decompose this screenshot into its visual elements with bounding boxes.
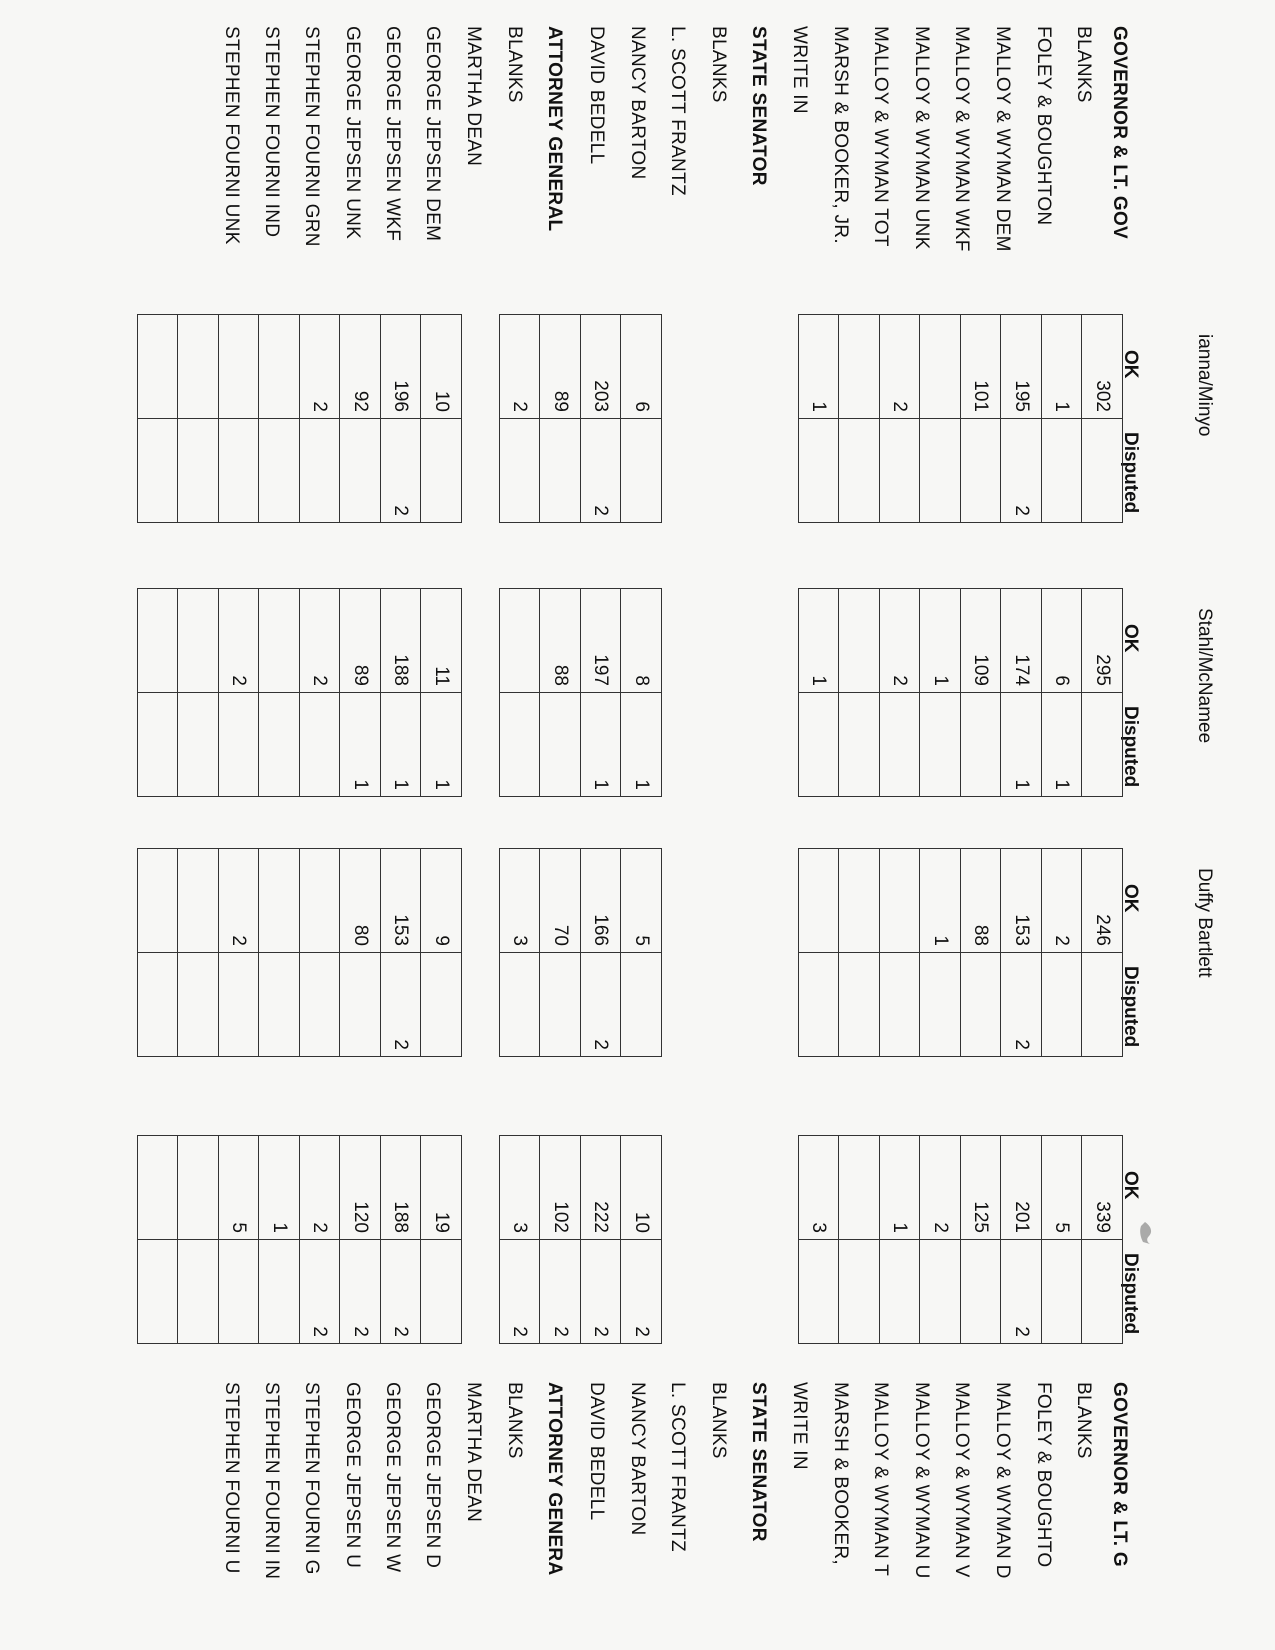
- row-label-right: GOVERNOR & LT. G: [1109, 1382, 1130, 1567]
- ok-count-cell: [178, 1135, 220, 1240]
- disputed-count-cell: 2: [621, 1239, 663, 1344]
- disputed-count-cell: [920, 1239, 962, 1344]
- disputed-count-cell: [879, 418, 921, 523]
- ok-count-cell: 92: [340, 314, 382, 419]
- disputed-count-cell: [259, 418, 301, 523]
- disputed-count-cell: [218, 952, 260, 1057]
- disputed-count-cell: [259, 692, 301, 797]
- row-label-right: BLANKS: [708, 1382, 729, 1459]
- ok-count-cell: [839, 314, 881, 419]
- ok-count-cell: 11: [421, 588, 463, 693]
- ok-count-cell: [798, 848, 840, 953]
- ok-count-cell: 80: [340, 848, 382, 953]
- ok-count-cell: 222: [580, 1135, 622, 1240]
- ok-count-cell: 2: [299, 588, 341, 693]
- ok-count-cell: [839, 1135, 881, 1240]
- ok-count-cell: 10: [621, 1135, 663, 1240]
- ok-count-cell: [259, 314, 301, 419]
- row-label-right: L. SCOTT FRANTZ: [667, 1382, 688, 1552]
- ok-count-cell: 109: [960, 588, 1002, 693]
- ok-count-cell: 19: [421, 1135, 463, 1240]
- row-label-right: FOLEY & BOUGHTO: [1033, 1382, 1054, 1568]
- disputed-count-cell: [1041, 1239, 1083, 1344]
- disputed-count-cell: [540, 418, 582, 523]
- row-label-left: MALLOY & WYMAN WKF: [951, 26, 972, 252]
- row-label-right: STEPHEN FOURNI IN: [261, 1382, 282, 1580]
- ok-count-cell: 89: [340, 588, 382, 693]
- disputed-count-cell: [299, 692, 341, 797]
- disputed-count-cell: 1: [580, 692, 622, 797]
- ok-count-cell: 1: [879, 1135, 921, 1240]
- disputed-count-cell: 1: [380, 692, 422, 797]
- disputed-column-header: Disputed: [1120, 966, 1141, 1048]
- disputed-count-cell: [178, 418, 220, 523]
- ok-count-cell: 125: [960, 1135, 1002, 1240]
- team-name: Duffy Bartlett: [1194, 868, 1215, 978]
- ok-count-cell: [178, 588, 220, 693]
- row-label-left: L. SCOTT FRANTZ: [667, 26, 688, 196]
- ok-count-cell: 3: [798, 1135, 840, 1240]
- ok-count-cell: 166: [580, 848, 622, 953]
- row-label-left: STEPHEN FOURNI GRN: [301, 26, 322, 247]
- ok-count-cell: [137, 1135, 179, 1240]
- disputed-count-cell: [218, 418, 260, 523]
- disputed-count-cell: [178, 1239, 220, 1344]
- disputed-count-cell: [839, 1239, 881, 1344]
- ok-count-cell: 9: [421, 848, 463, 953]
- row-label-right: STEPHEN FOURNI U: [221, 1382, 242, 1574]
- row-label-left: MARSH & BOOKER, JR.: [830, 26, 851, 244]
- disputed-count-cell: [299, 418, 341, 523]
- disputed-count-cell: [421, 952, 463, 1057]
- ink-mark-icon: [1137, 1220, 1155, 1246]
- disputed-count-cell: 2: [340, 1239, 382, 1344]
- disputed-count-cell: [499, 418, 541, 523]
- disputed-count-cell: [839, 418, 881, 523]
- ok-count-cell: [178, 314, 220, 419]
- ok-count-cell: 174: [1001, 588, 1043, 693]
- disputed-count-cell: 2: [499, 1239, 541, 1344]
- ok-column-header: OK: [1120, 350, 1141, 379]
- ok-count-cell: 5: [621, 848, 663, 953]
- disputed-count-cell: [1041, 952, 1083, 1057]
- disputed-count-cell: 1: [421, 692, 463, 797]
- ok-count-cell: 302: [1082, 314, 1124, 419]
- disputed-count-cell: [621, 952, 663, 1057]
- row-label-left: MARTHA DEAN: [463, 26, 484, 167]
- disputed-column-header: Disputed: [1120, 706, 1141, 788]
- ok-count-cell: 2: [299, 314, 341, 419]
- ok-count-cell: [299, 848, 341, 953]
- disputed-count-cell: [1041, 418, 1083, 523]
- disputed-count-cell: 2: [380, 1239, 422, 1344]
- ok-count-cell: 1: [1041, 314, 1083, 419]
- row-label-left: BLANKS: [1073, 26, 1094, 103]
- ok-count-cell: 188: [380, 588, 422, 693]
- ok-column-header: OK: [1120, 624, 1141, 653]
- ok-count-cell: 120: [340, 1135, 382, 1240]
- ok-count-cell: 195: [1001, 314, 1043, 419]
- ok-count-cell: 2: [299, 1135, 341, 1240]
- disputed-count-cell: 2: [380, 952, 422, 1057]
- ok-count-cell: 153: [380, 848, 422, 953]
- ok-count-cell: [920, 314, 962, 419]
- row-label-right: NANCY BARTON: [627, 1382, 648, 1536]
- disputed-count-cell: 2: [380, 418, 422, 523]
- row-label-left: MALLOY & WYMAN TOT: [870, 26, 891, 247]
- disputed-count-cell: [259, 1239, 301, 1344]
- disputed-count-cell: [920, 418, 962, 523]
- team-name: ianna/Minyo: [1194, 334, 1215, 437]
- disputed-count-cell: [1082, 418, 1124, 523]
- ok-count-cell: [259, 848, 301, 953]
- row-label-right: DAVID BEDELL: [586, 1382, 607, 1521]
- ok-count-cell: 88: [960, 848, 1002, 953]
- team-name: Stahl/McNamee: [1194, 608, 1215, 744]
- row-label-right: MALLOY & WYMAN V: [951, 1382, 972, 1578]
- row-label-right: MALLOY & WYMAN U: [911, 1382, 932, 1579]
- disputed-count-cell: 2: [1001, 952, 1043, 1057]
- disputed-count-cell: [960, 952, 1002, 1057]
- disputed-count-cell: [621, 418, 663, 523]
- disputed-count-cell: [421, 418, 463, 523]
- disputed-count-cell: [920, 952, 962, 1057]
- ok-count-cell: 102: [540, 1135, 582, 1240]
- disputed-count-cell: [920, 692, 962, 797]
- disputed-count-cell: [798, 418, 840, 523]
- disputed-count-cell: [960, 692, 1002, 797]
- disputed-column-header: Disputed: [1120, 432, 1141, 514]
- disputed-count-cell: [259, 952, 301, 1057]
- ok-count-cell: 3: [499, 848, 541, 953]
- disputed-count-cell: [137, 1239, 179, 1344]
- disputed-count-cell: [960, 1239, 1002, 1344]
- ok-count-cell: 2: [218, 588, 260, 693]
- row-label-left: ATTORNEY GENERAL: [544, 26, 565, 232]
- disputed-count-cell: [798, 952, 840, 1057]
- disputed-count-cell: [1082, 692, 1124, 797]
- row-label-left: STEPHEN FOURNI IND: [261, 26, 282, 238]
- disputed-count-cell: 2: [580, 1239, 622, 1344]
- ok-count-cell: [879, 848, 921, 953]
- ok-count-cell: 1: [798, 314, 840, 419]
- disputed-count-cell: [218, 692, 260, 797]
- ok-count-cell: [218, 314, 260, 419]
- row-label-left: GEORGE JEPSEN WKF: [382, 26, 403, 242]
- disputed-count-cell: [540, 692, 582, 797]
- disputed-count-cell: 2: [540, 1239, 582, 1344]
- ok-count-cell: 2: [499, 314, 541, 419]
- row-label-left: MALLOY & WYMAN UNK: [911, 26, 932, 250]
- disputed-count-cell: [879, 1239, 921, 1344]
- disputed-count-cell: [340, 418, 382, 523]
- disputed-count-cell: [879, 692, 921, 797]
- row-label-left: GEORGE JEPSEN DEM: [422, 26, 443, 242]
- row-label-right: BLANKS: [1073, 1382, 1094, 1459]
- ok-count-cell: [178, 848, 220, 953]
- disputed-count-cell: [798, 1239, 840, 1344]
- ok-count-cell: 8: [621, 588, 663, 693]
- ok-count-cell: 196: [380, 314, 422, 419]
- row-label-left: MALLOY & WYMAN DEM: [992, 26, 1013, 252]
- ok-count-cell: [137, 314, 179, 419]
- row-label-left: DAVID BEDELL: [586, 26, 607, 165]
- ok-count-cell: [137, 588, 179, 693]
- ok-count-cell: 88: [540, 588, 582, 693]
- disputed-column-header: Disputed: [1120, 1253, 1141, 1335]
- row-label-right: ATTORNEY GENERA: [544, 1382, 565, 1576]
- disputed-count-cell: [960, 418, 1002, 523]
- row-label-left: BLANKS: [708, 26, 729, 103]
- row-label-left: STEPHEN FOURNI UNK: [221, 26, 242, 245]
- disputed-count-cell: [340, 952, 382, 1057]
- ok-count-cell: 339: [1082, 1135, 1124, 1240]
- disputed-count-cell: [137, 692, 179, 797]
- row-label-left: WRITE IN: [789, 26, 810, 114]
- row-label-right: MARSH & BOOKER,: [830, 1382, 851, 1565]
- ok-count-cell: 246: [1082, 848, 1124, 953]
- row-label-right: STEPHEN FOURNI G: [301, 1382, 322, 1575]
- ok-count-cell: [259, 588, 301, 693]
- disputed-count-cell: 2: [299, 1239, 341, 1344]
- disputed-count-cell: [499, 952, 541, 1057]
- ok-count-cell: 2: [920, 1135, 962, 1240]
- disputed-count-cell: [421, 1239, 463, 1344]
- ok-count-cell: 1: [259, 1135, 301, 1240]
- disputed-count-cell: [178, 692, 220, 797]
- row-label-right: WRITE IN: [789, 1382, 810, 1470]
- ok-count-cell: 101: [960, 314, 1002, 419]
- ok-count-cell: 10: [421, 314, 463, 419]
- row-label-left: GOVERNOR & LT. GOV: [1109, 26, 1130, 240]
- row-label-right: GEORGE JEPSEN D: [422, 1382, 443, 1569]
- ok-count-cell: 201: [1001, 1135, 1043, 1240]
- disputed-count-cell: 1: [621, 692, 663, 797]
- ok-count-cell: 2: [879, 588, 921, 693]
- disputed-count-cell: 1: [1041, 692, 1083, 797]
- disputed-count-cell: [879, 952, 921, 1057]
- disputed-count-cell: 2: [580, 952, 622, 1057]
- disputed-count-cell: [798, 692, 840, 797]
- ok-count-cell: 70: [540, 848, 582, 953]
- disputed-count-cell: [137, 952, 179, 1057]
- row-label-right: MALLOY & WYMAN T: [870, 1382, 891, 1577]
- disputed-count-cell: [218, 1239, 260, 1344]
- row-label-left: GEORGE JEPSEN UNK: [342, 26, 363, 240]
- disputed-count-cell: [540, 952, 582, 1057]
- disputed-count-cell: [839, 692, 881, 797]
- ok-count-cell: 3: [499, 1135, 541, 1240]
- ok-count-cell: 6: [1041, 588, 1083, 693]
- ok-count-cell: 2: [218, 848, 260, 953]
- row-label-left: NANCY BARTON: [627, 26, 648, 180]
- ok-count-cell: 6: [621, 314, 663, 419]
- row-label-right: GEORGE JEPSEN U: [342, 1382, 363, 1569]
- row-label-left: FOLEY & BOUGHTON: [1033, 26, 1054, 226]
- row-label-right: MALLOY & WYMAN D: [992, 1382, 1013, 1579]
- ok-column-header: OK: [1120, 884, 1141, 913]
- disputed-count-cell: 2: [580, 418, 622, 523]
- row-label-left: STATE SENATOR: [748, 26, 769, 186]
- ok-column-header: OK: [1120, 1171, 1141, 1200]
- disputed-count-cell: [1082, 952, 1124, 1057]
- ok-count-cell: 295: [1082, 588, 1124, 693]
- ok-count-cell: [499, 588, 541, 693]
- disputed-count-cell: 2: [1001, 1239, 1043, 1344]
- ok-count-cell: 203: [580, 314, 622, 419]
- ok-count-cell: 153: [1001, 848, 1043, 953]
- ok-count-cell: 2: [1041, 848, 1083, 953]
- ok-count-cell: [839, 848, 881, 953]
- ok-count-cell: 188: [380, 1135, 422, 1240]
- disputed-count-cell: 2: [1001, 418, 1043, 523]
- ok-count-cell: 197: [580, 588, 622, 693]
- row-label-right: MARTHA DEAN: [463, 1382, 484, 1523]
- ok-count-cell: 1: [798, 588, 840, 693]
- disputed-count-cell: [299, 952, 341, 1057]
- ok-count-cell: 1: [920, 848, 962, 953]
- disputed-count-cell: [137, 418, 179, 523]
- row-label-right: STATE SENATOR: [748, 1382, 769, 1542]
- ok-count-cell: 89: [540, 314, 582, 419]
- disputed-count-cell: [499, 692, 541, 797]
- ok-count-cell: [137, 848, 179, 953]
- disputed-count-cell: [839, 952, 881, 1057]
- disputed-count-cell: 1: [1001, 692, 1043, 797]
- disputed-count-cell: 1: [340, 692, 382, 797]
- ok-count-cell: 2: [879, 314, 921, 419]
- ok-count-cell: 5: [218, 1135, 260, 1240]
- ok-count-cell: 5: [1041, 1135, 1083, 1240]
- row-label-right: GEORGE JEPSEN W: [382, 1382, 403, 1573]
- ok-count-cell: [839, 588, 881, 693]
- ok-count-cell: 1: [920, 588, 962, 693]
- row-label-left: BLANKS: [504, 26, 525, 103]
- disputed-count-cell: [1082, 1239, 1124, 1344]
- disputed-count-cell: [178, 952, 220, 1057]
- row-label-right: BLANKS: [504, 1382, 525, 1459]
